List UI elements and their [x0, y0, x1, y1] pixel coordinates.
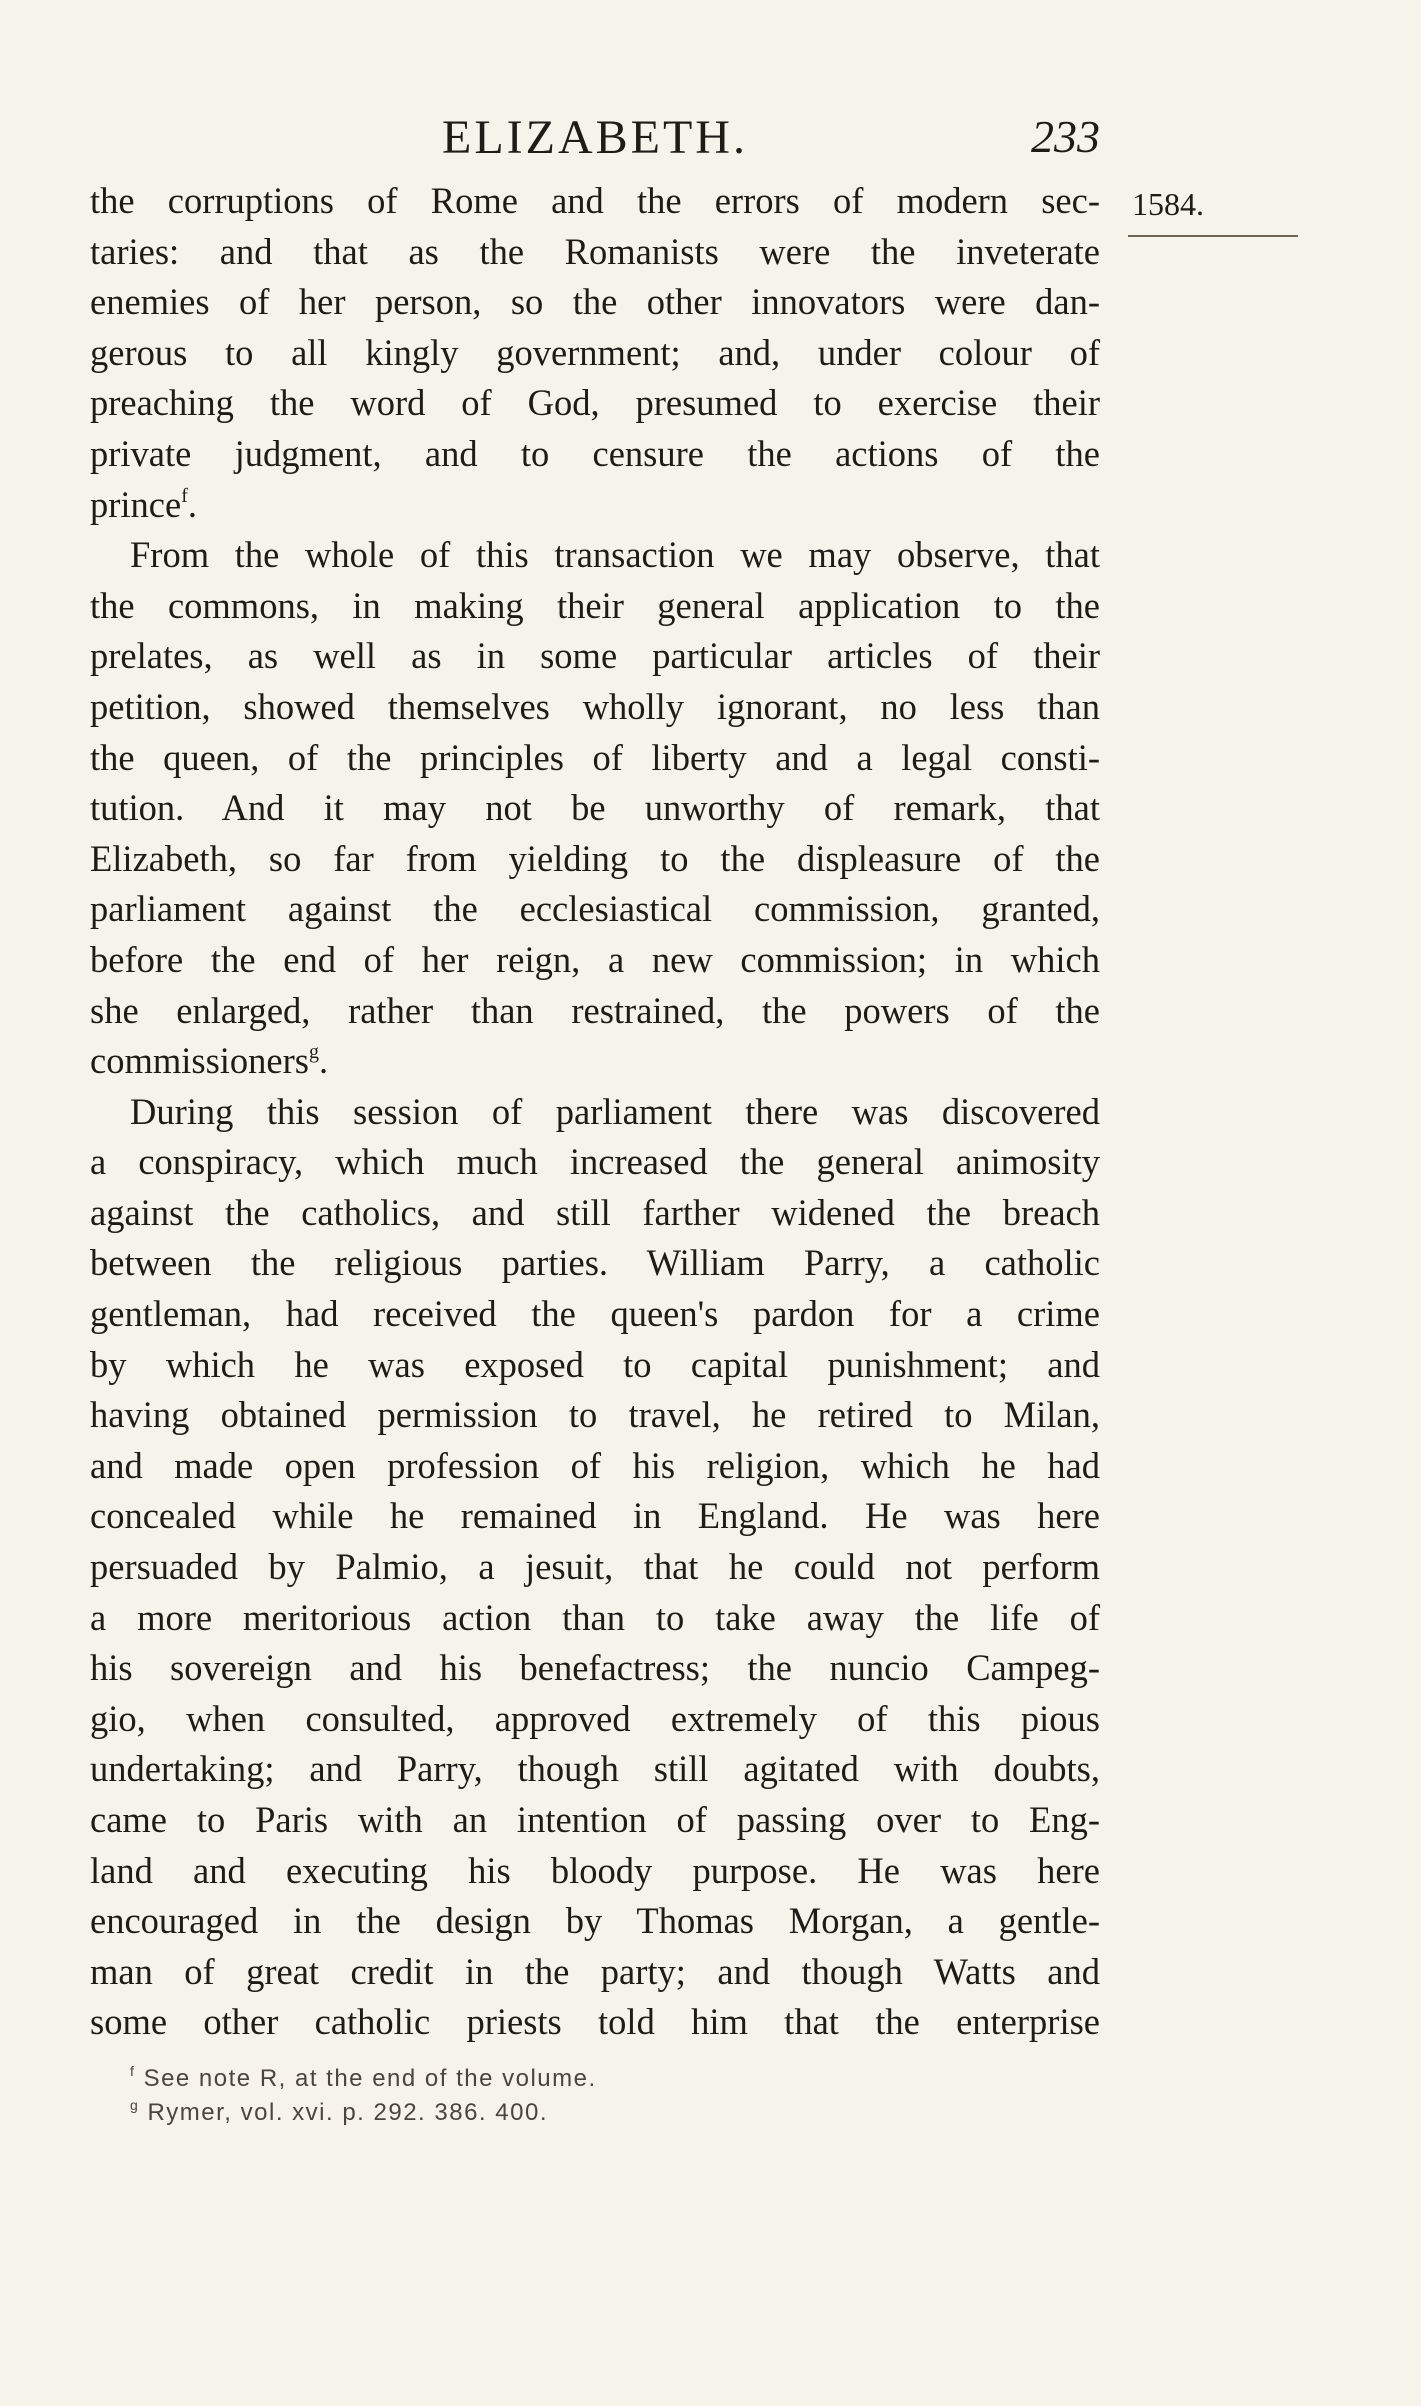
text-line: encouraged in the design by Thomas Morgan, a gentle-: [90, 1900, 1100, 1942]
text-line: having obtained permission to travel, he retired to Milan,: [90, 1394, 1100, 1436]
text-line: petition, showed themselves wholly ignorant, no less than: [90, 685, 1100, 727]
text-line: between the religious parties. William Parry, a catholic: [90, 1242, 1100, 1284]
text-line: before the end of her reign, a new commission; in which: [90, 938, 1100, 980]
footnote-marker: f: [130, 2063, 136, 2080]
text-line: gerous to all kingly government; and, under colour of: [90, 331, 1100, 373]
period: .: [318, 1040, 329, 1082]
text-fragment: commissioners: [90, 1040, 309, 1082]
text-line: against the catholics, and still farther widened the breach: [90, 1191, 1100, 1233]
text-line: the queen, of the principles of liberty and a legal consti-: [90, 736, 1100, 778]
footnote-text: See note R, at the end of the volume.: [143, 2065, 597, 2092]
text-line: and made open profession of his religion, which he had: [90, 1444, 1100, 1486]
text-line: a more meritorious action than to take away the life of: [90, 1596, 1100, 1638]
text-line: From the whole of this transaction we may observe, that: [130, 534, 1100, 576]
text-line: gio, when consulted, approved extremely of this pious: [90, 1697, 1100, 1739]
text-line: the corruptions of Rome and the errors of modern sec-: [90, 180, 1100, 221]
text-line: tution. And it may not be unworthy of remark, that: [90, 787, 1100, 829]
text-line: Elizabeth, so far from yielding to the displeasure of the: [90, 837, 1100, 879]
text-line: gentleman, had received the queen's pardon for a crime: [90, 1293, 1100, 1335]
text-line: concealed while he remained in England. He was here: [90, 1495, 1100, 1537]
footnote-mark-f: f: [181, 484, 188, 507]
text-line: persuaded by Palmio, a jesuit, that he could not perform: [90, 1546, 1100, 1588]
text-fragment: prince: [90, 483, 182, 525]
footnote-marker: g: [130, 2097, 140, 2114]
footnotes: [130, 2062, 1030, 2130]
text-line: undertaking; and Parry, though still agitated with doubts,: [90, 1748, 1100, 1790]
text-line: parliament against the ecclesiastical commission, granted,: [90, 888, 1100, 930]
footnote-f: [130, 2062, 1030, 2096]
period: .: [187, 483, 197, 525]
text-line: some other catholic priests told him that the enterprise: [90, 2001, 1100, 2043]
text-line: land and executing his bloody purpose. He was here: [90, 1849, 1100, 1891]
body-text: [90, 176, 1100, 2048]
text-line: came to Paris with an intention of passing over to Eng-: [90, 1799, 1100, 1840]
margin-year: 1584.: [1132, 186, 1204, 222]
text-line: prelates, as well as in some particular articles of their: [90, 635, 1100, 677]
text-line: man of great credit in the party; and though Watts and: [90, 1950, 1100, 1992]
text-line: a conspiracy, which much increased the general animosity: [90, 1141, 1100, 1183]
text-line: [90, 1036, 1100, 1087]
text-line: taries: and that as the Romanists were the inveterate: [90, 230, 1100, 272]
text-line: preaching the word of God, presumed to exercise their: [90, 382, 1100, 424]
text-line: by which he was exposed to capital punishment; and: [90, 1343, 1100, 1385]
text-line: private judgment, and to censure the actions of the: [90, 432, 1100, 474]
margin-rule: [1128, 235, 1298, 237]
running-title: ELIZABETH.: [442, 111, 748, 164]
footnote-g: [130, 2096, 1030, 2130]
page-number: 233: [1031, 111, 1100, 162]
text-line: [90, 480, 1100, 531]
text-line: enemies of her person, so the other innovators were dan-: [90, 281, 1100, 323]
text-line: his sovereign and his benefactress; the nuncio Campeg-: [90, 1647, 1100, 1689]
footnote-mark-g: g: [308, 1041, 319, 1064]
footnote-text: Rymer, vol. xvi. p. 292. 386. 400.: [147, 2099, 548, 2126]
text-line: During this session of parliament there was discovered: [130, 1090, 1100, 1132]
text-line: the commons, in making their general application to the: [90, 584, 1100, 626]
page-header: [90, 110, 1100, 170]
text-line: she enlarged, rather than restrained, the powers of the: [90, 989, 1100, 1031]
